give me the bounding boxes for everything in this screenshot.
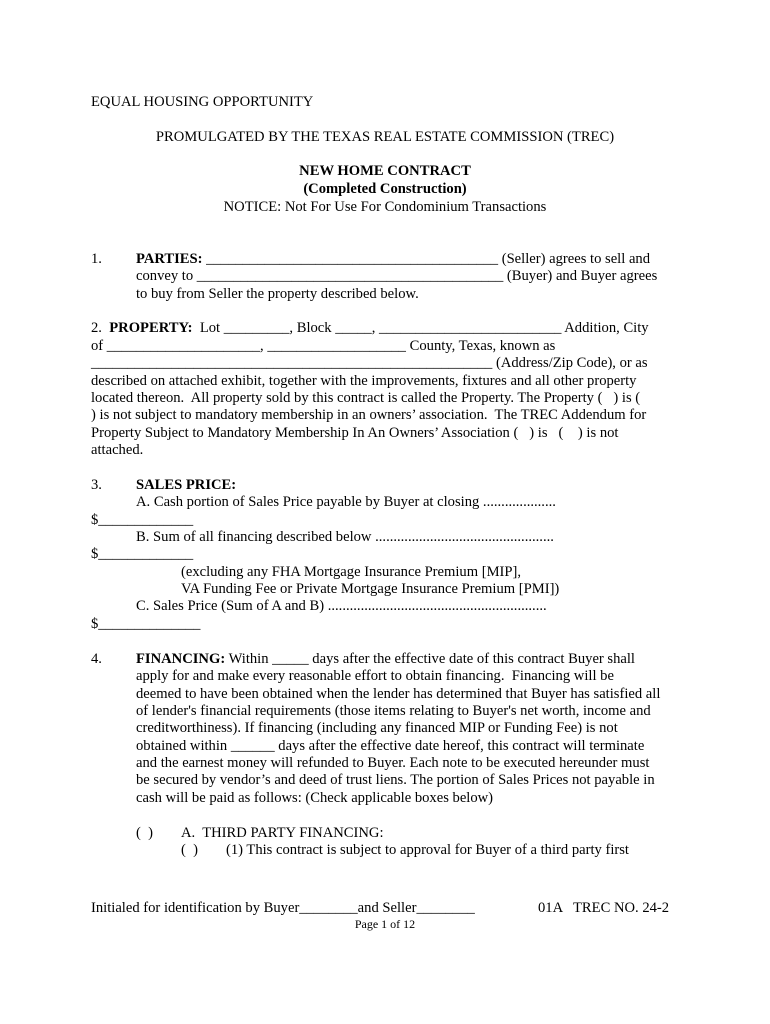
section-3-label: SALES PRICE:	[136, 477, 237, 493]
sales-item-c-amount: $______________	[91, 616, 201, 632]
section-3-label-line	[136, 477, 236, 494]
section-4-line-6: obtained within ______ days after the effective date hereof, this contract will terminate	[136, 738, 645, 754]
section-4-line-7: and the earnest money will refunded to Buyer. Each note to be executed hereunder must	[136, 755, 650, 771]
first-mortgage-checkbox[interactable]: ( )	[181, 842, 199, 858]
initials-line: Initialed for identification by Buyer________and Seller________	[91, 900, 475, 916]
section-4-line-5: creditworthiness). If financing (including any financed MIP or Funding Fee) is not	[136, 720, 618, 736]
equal-housing-heading: EQUAL HOUSING OPPORTUNITY	[91, 94, 314, 110]
section-2-number: 2.	[91, 320, 102, 336]
promulgated-heading: PROMULGATED BY THE TEXAS REAL ESTATE COMMISSION (TREC)	[155, 129, 615, 145]
section-2-line-3: _______________________________________________________ (Address/Zip Code), or as	[91, 355, 648, 371]
form-number: 01A TREC NO. 24-2	[538, 900, 670, 916]
section-4-line-1	[136, 651, 635, 668]
section-2-line-1	[91, 320, 649, 337]
section-1-line-1	[136, 251, 650, 268]
third-party-checkbox[interactable]: ( )	[136, 825, 154, 841]
section-1-text-1: ________________________________________ (Seller) agrees to sell and	[202, 251, 651, 267]
section-4-line-2: apply for and make every reasonable effort to obtain financing. Financing will be	[136, 668, 614, 684]
section-2-line-8: attached.	[91, 442, 144, 458]
section-4-line-8: be secured by vendor’s and deed of trust liens. The portion of Sales Prices not payable in	[136, 772, 655, 788]
sales-exclusion-1: (excluding any FHA Mortgage Insurance Premium [MIP],	[181, 564, 522, 580]
document-subtitle-text: (Completed Construction)	[303, 181, 467, 197]
document-title-text: NEW HOME CONTRACT	[299, 163, 471, 179]
page-number: Page 1 of 12	[354, 917, 416, 931]
section-1-line-2: convey to __________________________________________ (Buyer) and Buyer agrees	[136, 268, 658, 284]
section-2-label: PROPERTY:	[109, 320, 193, 336]
section-4-text-1: Within _____ days after the effective date of this contract Buyer shall	[225, 651, 635, 667]
document-title	[0, 163, 770, 180]
section-2-line-4: described on attached exhibit, together with the improvements, fixtures and all other property	[91, 373, 637, 389]
section-2-line-2: of _____________________, ___________________ County, Texas, known as	[91, 338, 556, 354]
document-subtitle	[0, 181, 770, 198]
section-4-label: FINANCING:	[136, 651, 226, 667]
sales-item-c: C. Sales Price (Sum of A and B) ............................................................	[136, 598, 547, 614]
sales-item-a-amount: $_____________	[91, 512, 194, 528]
section-1-line-3: to buy from Seller the property described below.	[136, 286, 419, 302]
section-4-line-4: of lender's financial requirements (those items relating to Buyer's net worth, income and	[136, 703, 651, 719]
sales-exclusion-2: VA Funding Fee or Private Mortgage Insurance Premium [PMI])	[181, 581, 560, 597]
section-1-number: 1.	[91, 251, 102, 267]
sales-item-a: A. Cash portion of Sales Price payable by Buyer at closing ....................	[136, 494, 556, 510]
first-mortgage-text: (1) This contract is subject to approval for Buyer of a third party first	[226, 842, 629, 858]
section-2-text-1: Lot _________, Block _____, _________________________ Addition, City	[192, 320, 649, 336]
section-4-line-9: cash will be paid as follows: (Check applicable boxes below)	[136, 790, 494, 806]
section-2-line-5: located thereon. All property sold by this contract is called the Property. The Property ( ) is (	[91, 390, 641, 406]
section-1-label: PARTIES:	[136, 251, 203, 267]
sales-item-b-amount: $_____________	[91, 546, 194, 562]
section-3-number: 3.	[91, 477, 102, 493]
section-2-line-7: Property Subject to Mandatory Membership In An Owners’ Association ( ) is ( ) is not	[91, 425, 619, 441]
section-4-number: 4.	[91, 651, 102, 667]
sales-item-b: B. Sum of all financing described below .................................................	[136, 529, 554, 545]
section-4-line-3: deemed to have been obtained when the lender has determined that Buyer has satisfied all	[136, 686, 661, 702]
notice-line: NOTICE: Not For Use For Condominium Transactions	[223, 199, 547, 215]
section-2-line-6: ) is not subject to mandatory membership in an owners’ association. The TREC Addendum for	[91, 407, 647, 423]
third-party-heading: A. THIRD PARTY FINANCING:	[181, 825, 384, 841]
